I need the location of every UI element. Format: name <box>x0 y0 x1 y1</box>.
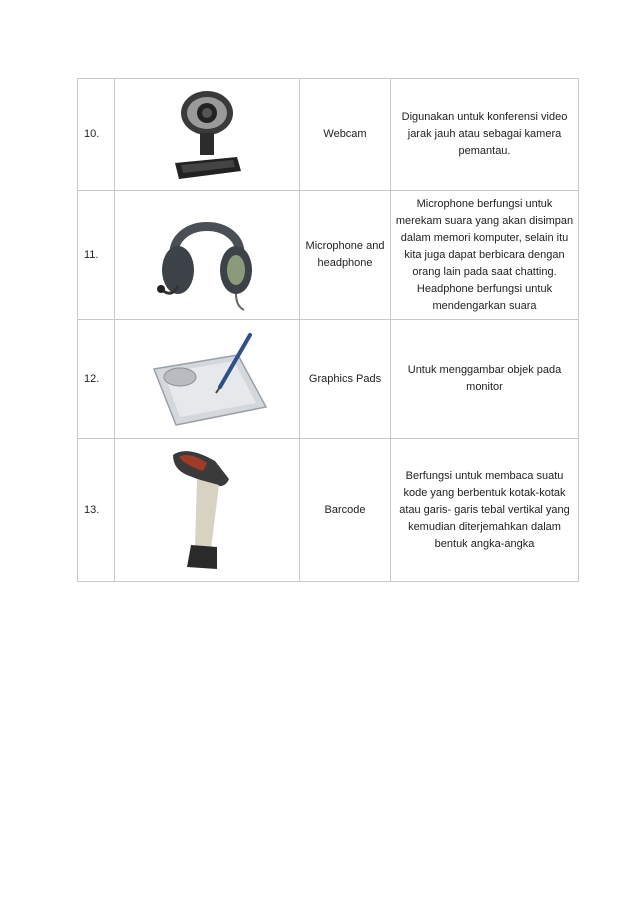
device-table <box>77 78 579 582</box>
device-description: Digunakan untuk konferensi video jarak jauh atau sebagai kamera pemantau. <box>391 79 579 191</box>
device-name: Microphone and headphone <box>300 191 391 320</box>
graphics-pad-image <box>115 320 300 439</box>
barcode-scanner-icon <box>167 445 247 575</box>
headset-image <box>115 191 300 320</box>
table-row <box>78 191 579 320</box>
table-row <box>78 439 579 582</box>
webcam-image <box>115 79 300 191</box>
device-description: Microphone berfungsi untuk merekam suara yang akan disimpan dalam memori komputer, selain itu kita juga dapat berbicara dengan orang lain pada saat chatting. Headphone berfungsi untuk mendengarkan suara <box>391 191 579 320</box>
barcode-scanner-image <box>115 439 300 582</box>
device-name: Webcam <box>300 79 391 191</box>
row-number: 10. <box>78 79 115 191</box>
graphics-tablet-icon <box>142 329 272 429</box>
row-number: 13. <box>78 439 115 582</box>
table-row <box>78 320 579 439</box>
webcam-icon <box>167 85 247 185</box>
device-description: Berfungsi untuk membaca suatu kode yang berbentuk kotak-kotak atau garis- garis tebal vertikal yang kemudian diterjemahkan dalam bentuk angka-angka <box>391 439 579 582</box>
device-name: Barcode <box>300 439 391 582</box>
device-name: Graphics Pads <box>300 320 391 439</box>
row-number: 12. <box>78 320 115 439</box>
headset-icon <box>152 198 262 313</box>
device-description: Untuk menggambar objek pada monitor <box>391 320 579 439</box>
table-row <box>78 79 579 191</box>
row-number: 11. <box>78 191 115 320</box>
